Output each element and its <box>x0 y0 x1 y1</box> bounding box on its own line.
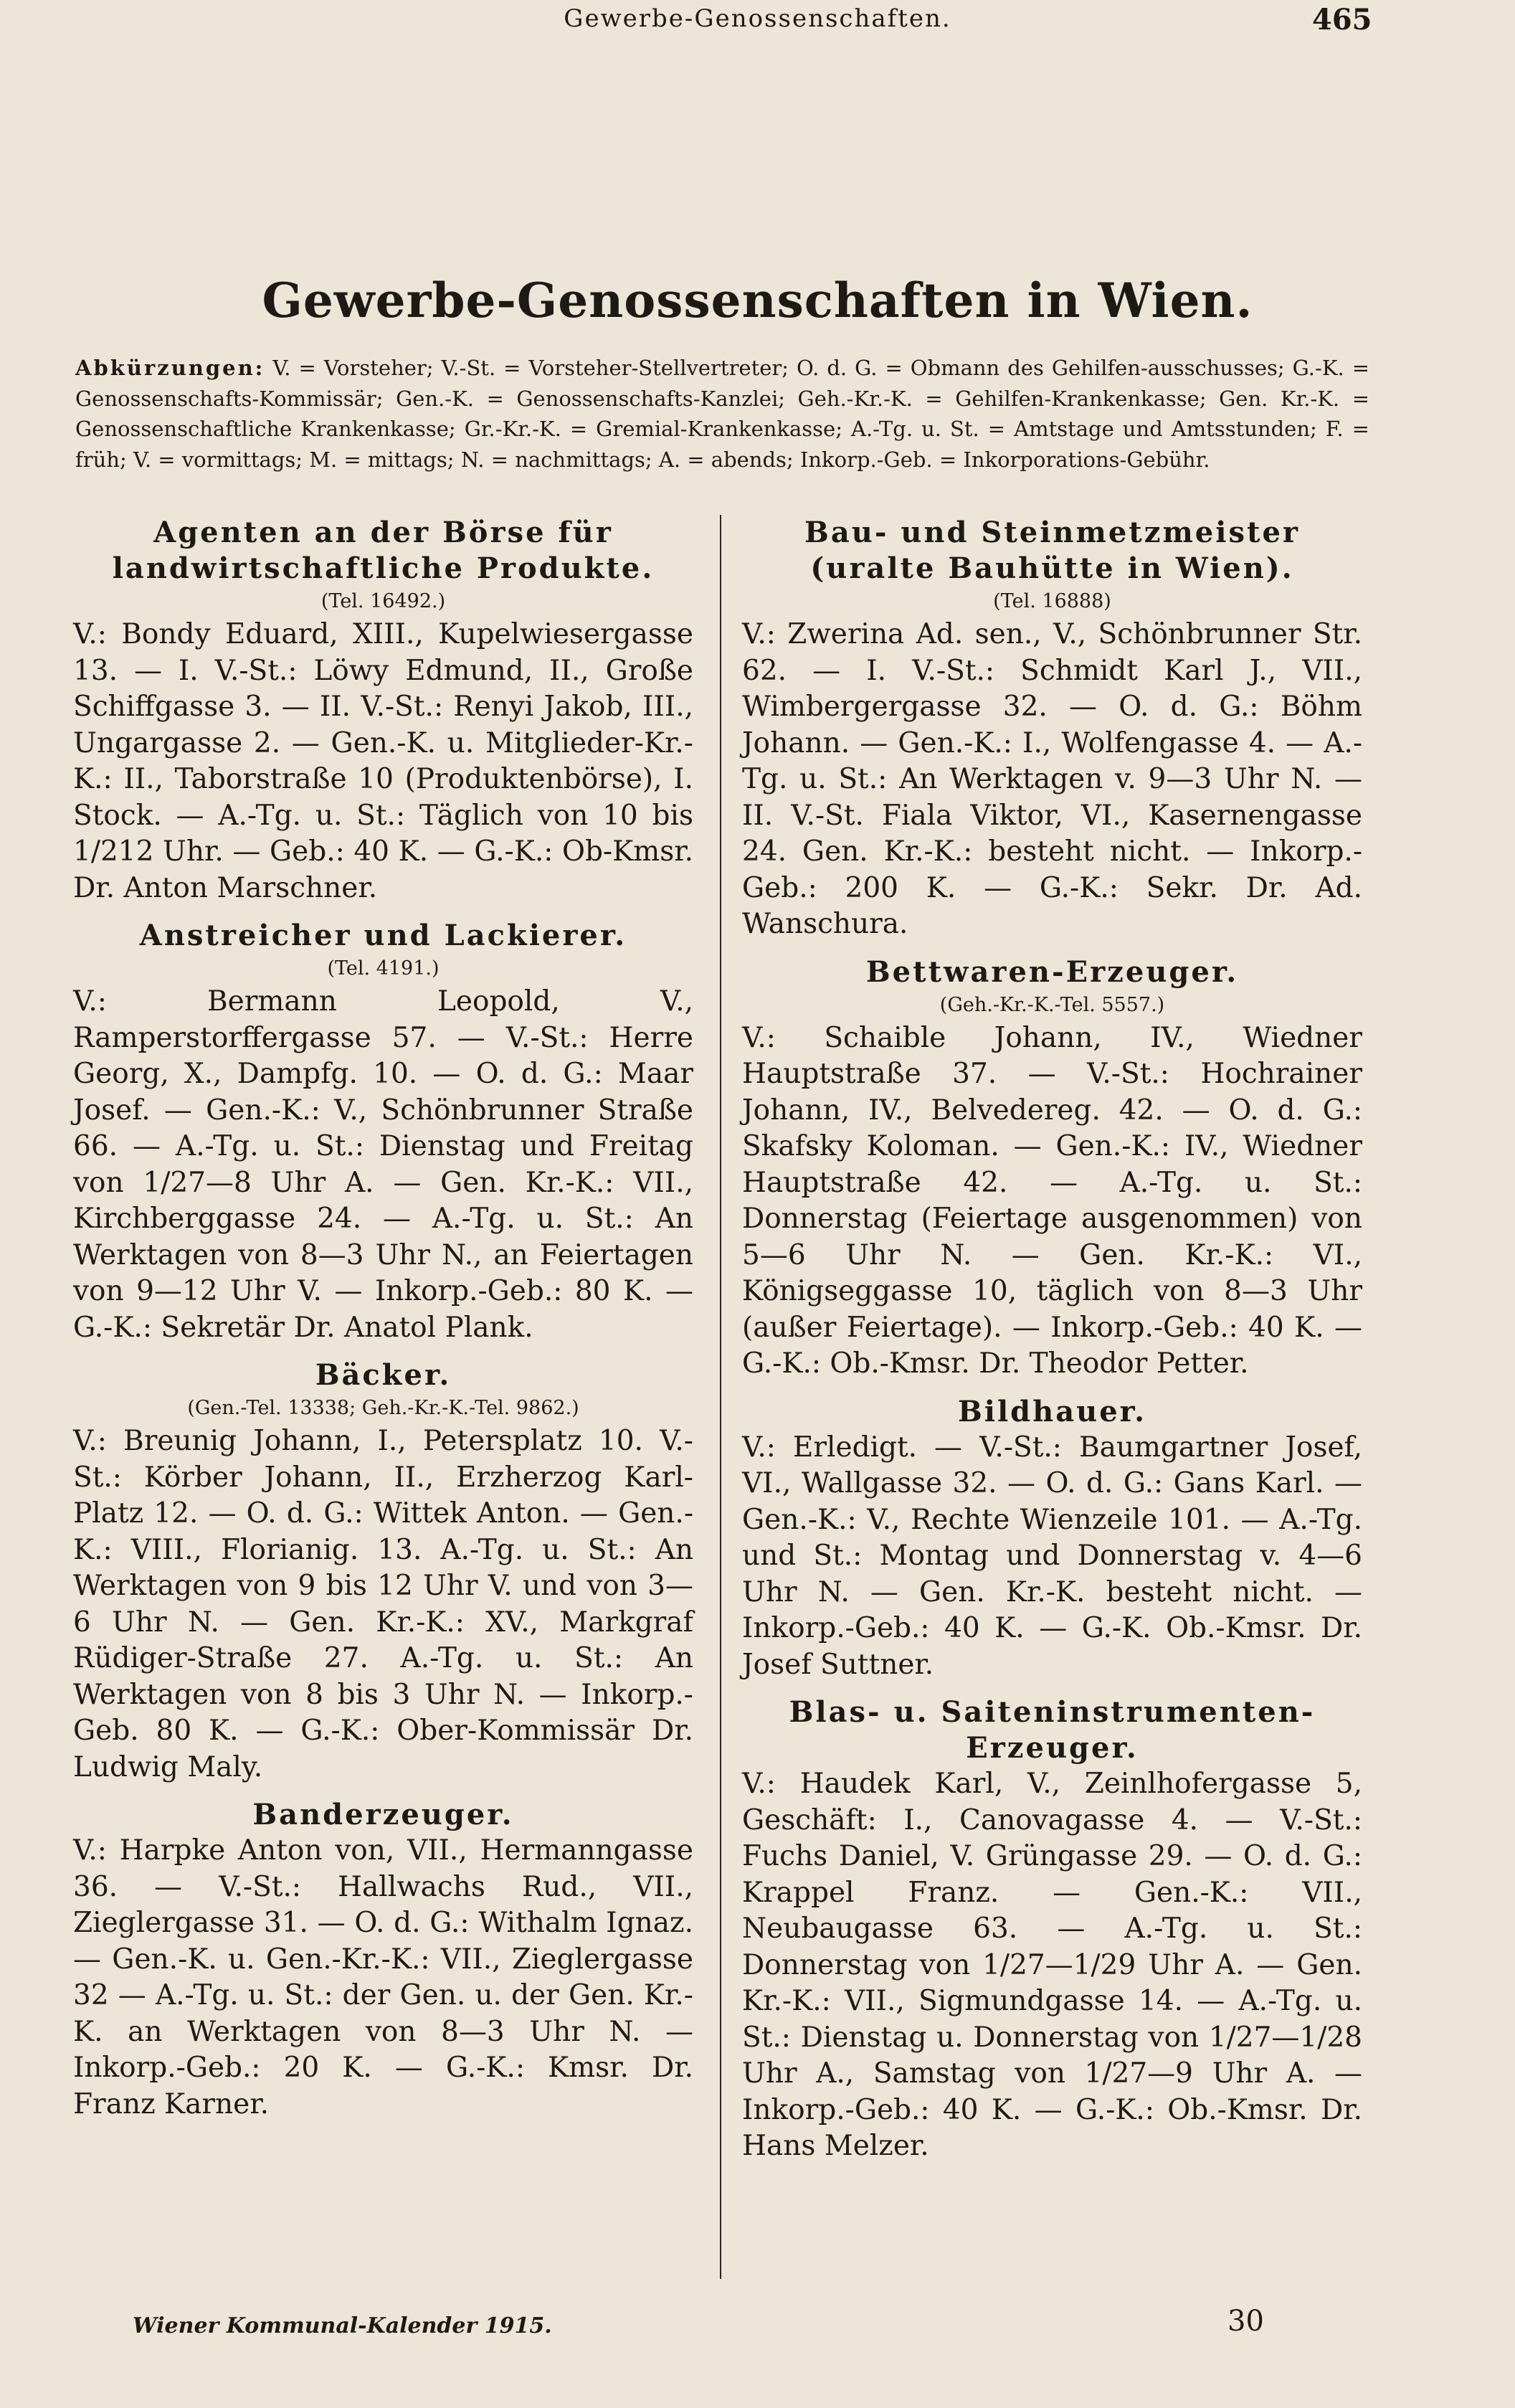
section-phone: (Geh.-Kr.-K.-Tel. 5557.) <box>939 993 1165 1016</box>
section-phone: (Tel. 4191.) <box>327 957 440 980</box>
section-heading: Blas- u. Saiteninstrumenten-Erzeuger. <box>789 1695 1316 1765</box>
page-title: Gewerbe-Genossenschaften in Wien. <box>262 272 1253 328</box>
section-anstreicher <box>73 914 693 1346</box>
section-heading: Anstreicher und Lackierer. <box>139 919 627 952</box>
section-body: V.: Haudek Karl, V., Zeinlhofergasse 5, Geschäft: I., Canovagasse 4. — V.-St.: Fuchs Daniel, V. Grüngasse 29. — O. d. G.: Krappel Franz. — Gen.-K.: VII., Neubaugasse 63. — A.-Tg. u. St.: Donnerstag von 1/27—1/29 Uhr A. — Gen. Kr.-K.: VII., Sigmundgasse 14. — A.-Tg. u. St.: Dienstag u. Donnerstag von 1/27—1/28 Uhr A., Samstag von 1/27—9 Uhr A. — Inkorp.-Geb.: 40 K. — G.-K.: Ob.-Kmsr. Dr. Hans Melzer. <box>742 1768 1362 2162</box>
abbreviations-label: Abkürzungen: <box>75 356 265 380</box>
section-heading: Bildhauer. <box>957 1394 1147 1428</box>
section-phone: (Tel. 16492.) <box>320 590 446 612</box>
section-body: V.: Schaible Johann, IV., Wiedner Hauptstraße 37. — V.-St.: Hochrainer Johann, IV., Belvedereg. 42. — O. d. G.: Skafsky Koloman. — Gen.-K.: IV., Wiedner Hauptstraße 42. — A.-Tg. u. St.: Donnerstag (Feiertage ausgenommen) von 5—6 Uhr N. — Gen. Kr.-K.: VI., Königseggasse 10, täglich von 8—3 Uhr (außer Feiertage). — Inkorp.-Geb.: 40 K. — G.-K.: Ob.-Kmsr. Dr. Theodor Petter. <box>742 1021 1362 1380</box>
section-body: V.: Zwerina Ad. sen., V., Schönbrunner Str. 62. — I. V.-St.: Schmidt Karl J., VII., Wimbergergasse 32. — O. d. G.: Böhm Johann. — Gen.-K.: I., Wolfengasse 4. — A.-Tg. u. St.: An Werktagen v. 9—3 Uhr N. — II. V.-St. Fiala Viktor, VI., Kasernengasse 24. Gen. Kr.-K.: besteht nicht. — Inkorp.-Geb.: 200 K. — G.-K.: Sekr. Dr. Ad. Wanschura. <box>742 618 1362 940</box>
page-number: 465 <box>1312 3 1372 37</box>
section-body: V.: Bondy Eduard, XIII., Kupelwiesergasse 13. — I. V.-St.: Löwy Edmund, II., Große Schiffgasse 3. — II. V.-St.: Renyi Jakob, III., Ungargasse 2. — Gen.-K. u. Mitglieder-Kr.-K.: II., Taborstraße 10 (Produktenbörse), I. Stock. — A.-Tg. u. St.: Täglich von 10 bis 1/212 Uhr. — Geb.: 40 K. — G.-K.: Ob-Kmsr. Dr. Anton Marschner. <box>73 618 693 904</box>
section-banderzeuger <box>73 1793 693 2123</box>
section-baecker <box>73 1353 693 1786</box>
section-heading: Agenten an der Börse für landwirtschaftliche Produkte. <box>112 516 655 585</box>
section-phone: (Tel. 16888) <box>993 590 1111 612</box>
abbreviations-paragraph <box>75 353 1369 475</box>
section-body: V.: Erledigt. — V.-St.: Baumgartner Josef, VI., Wallgasse 32. — O. d. G.: Gans Karl. — Gen.-K.: V., Rechte Wienzeile 101. — A.-Tg. und St.: Montag und Donnerstag v. 4—6 Uhr N. — Gen. Kr.-K. besteht nicht. — Inkorp.-Geb.: 40 K. — G.-K. Ob.-Kmsr. Dr. Josef Suttner. <box>742 1431 1362 1681</box>
section-body: V.: Harpke Anton von, VII., Hermanngasse 36. — V.-St.: Hallwachs Rud., VII., Zieglergasse 31. — O. d. G.: Withalm Ignaz. — Gen.-K. u. Gen.-Kr.-K.: VII., Zieglergasse 32 — A.-Tg. u. St.: der Gen. u. der Gen. Kr.-K. an Werktagen von 8—3 Uhr N. — Inkorp.-Geb.: 20 K. — G.-K.: Kmsr. Dr. Franz Karner. <box>73 1834 693 2120</box>
section-heading: Bettwaren-Erzeuger. <box>865 954 1239 989</box>
section-bildhauer <box>742 1390 1362 1684</box>
section-body: V.: Breunig Johann, I., Petersplatz 10. V.-St.: Körber Johann, II., Erzherzog Karl-Platz 12. — O. d. G.: Wittek Anton. — Gen.-K.: VIII., Florianig. 13. A.-Tg. u. St.: An Werktagen von 9 bis 12 Uhr V. und von 3—6 Uhr N. — Gen. Kr.-K.: XV., Markgraf Rüdiger-Straße 27. A.-Tg. u. St.: An Werktagen von 8 bis 3 Uhr N. — Inkorp.-Geb. 80 K. — G.-K.: Ober-Kommissär Dr. Ludwig Maly. <box>73 1425 693 1783</box>
section-heading: Bau- und Steinmetzmeister (uralte Bauhütte in Wien). <box>804 516 1300 585</box>
right-column <box>742 511 1362 2172</box>
section-blasinstrumente <box>742 1690 1362 2165</box>
section-body: V.: Bermann Leopold, V., Ramperstorffergasse 57. — V.-St.: Herre Georg, X., Dampfg. 10. — O. d. G.: Maar Josef. — Gen.-K.: V., Schönbrunner Straße 66. — A.-Tg. u. St.: Dienstag und Freitag von 1/27—8 Uhr A. — Gen. Kr.-K.: VII., Kirchberggasse 24. — A.-Tg. u. St.: An Werktagen von 8—3 Uhr N., an Feiertagen von 9—12 Uhr V. — Inkorp.-Geb.: 80 K. — G.-K.: Sekretär Dr. Anatol Plank. <box>73 985 693 1344</box>
section-phone: (Gen.-Tel. 13338; Geh.-Kr.-K.-Tel. 9862.) <box>187 1397 579 1419</box>
footer-signature-mark: 30 <box>1227 2305 1264 2338</box>
footer-publication: Wiener Kommunal-Kalender 1915. <box>133 2313 552 2338</box>
section-heading: Bäcker. <box>315 1358 452 1392</box>
running-title: Gewerbe-Genossenschaften. <box>564 4 951 33</box>
section-bettwaren <box>742 950 1362 1383</box>
section-agenten <box>73 511 693 906</box>
left-column <box>73 511 693 2130</box>
abbreviations-text: V. = Vorsteher; V.-St. = Vorsteher-Stellvertreter; O. d. G. = Obmann des Gehilfen-ausschusses; G.-K. = Genossenschafts-Kommissär; Gen.-K. = Genossenschafts-Kanzlei; Geh.-Kr.-K. = Gehilfen-Krankenkasse; Gen. Kr.-K. = Genossenschaftliche Krankenkasse; Gr.-Kr.-K. = Gremial-Krankenkasse; A.-Tg. u. St. = Amtstage und Amtsstunden; F. = früh; V. = vormittags; M. = mittags; N. = nachmittags; A. = abends; Inkorp.-Geb. = Inkorporations-Gebühr. <box>75 356 1369 472</box>
section-bau-steinmetz <box>742 511 1362 943</box>
column-divider <box>720 515 721 2279</box>
section-heading: Banderzeuger. <box>252 1798 514 1831</box>
